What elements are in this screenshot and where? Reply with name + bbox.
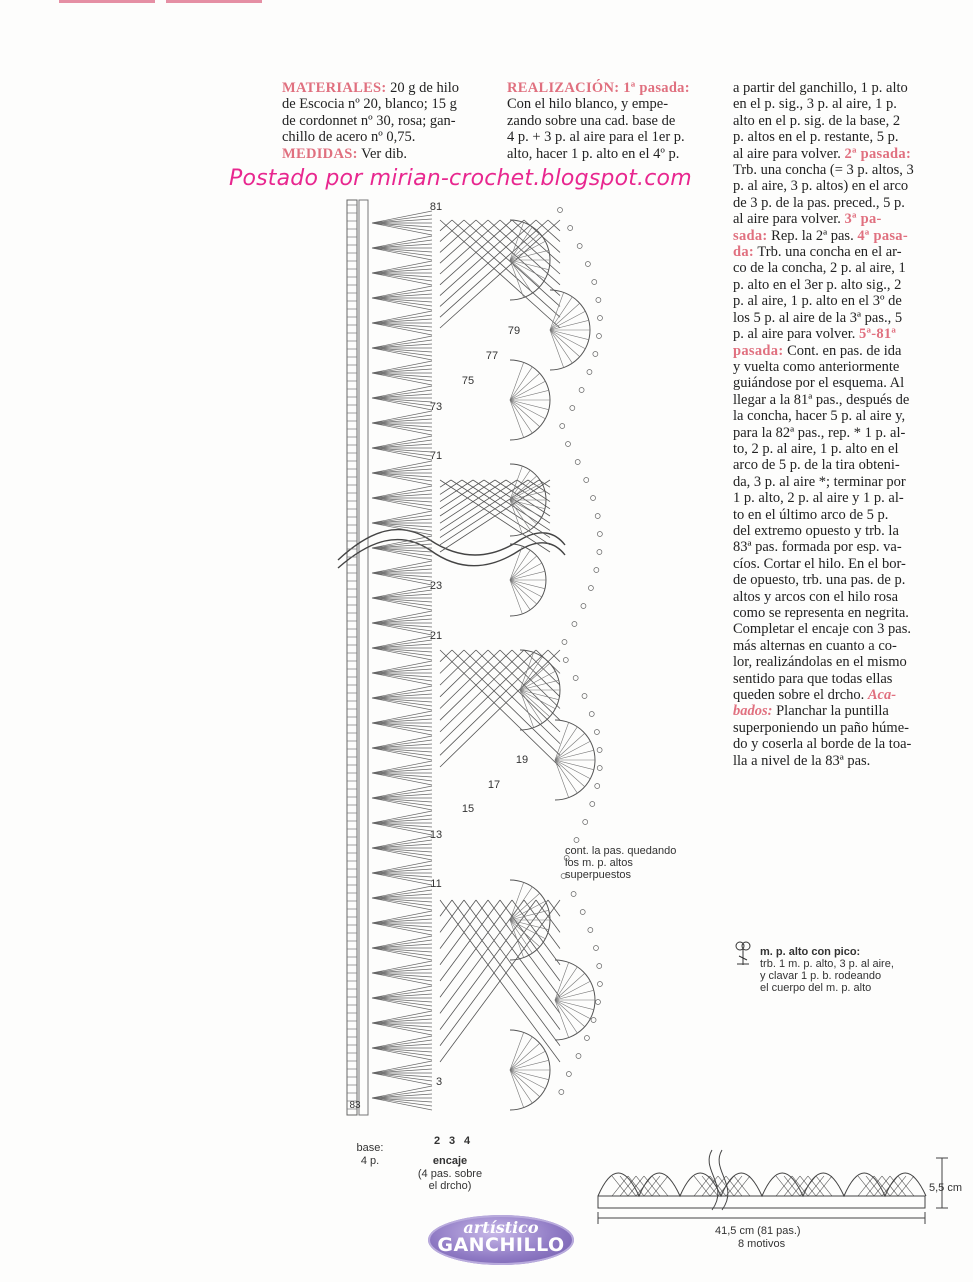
picot [595,514,600,519]
row-number-79: 79 [507,325,521,337]
shell-stitch [372,290,432,298]
picot [589,712,594,717]
picot [597,316,602,321]
shell-stitch [372,665,432,673]
shell-stitch [372,573,432,581]
picot [577,244,582,249]
picot [596,334,601,339]
shell-stitch [372,248,432,256]
shell-stitch [372,915,432,923]
base-chain-column-inner [359,200,368,1115]
shell-stitch [372,615,432,623]
shell-stitch [372,998,432,1006]
picot [588,928,593,933]
row-number-73: 73 [429,401,443,413]
shell-stitch [372,1073,432,1081]
shell-stitch [372,890,432,898]
shell-stitch [372,340,432,348]
shell-stitch [372,715,432,723]
shell-stitch [372,498,432,506]
shell-stitch [372,898,432,906]
picot [579,388,584,393]
picot [565,442,570,447]
shell-stitch [372,348,432,356]
shell-stitch [372,1023,432,1031]
picot [574,838,579,843]
picot [590,802,595,807]
row-number-23: 23 [429,580,443,592]
picot [591,1018,596,1023]
shell-stitch [372,223,432,231]
picot [597,766,602,771]
picot [584,478,589,483]
picot [562,640,567,645]
picot [587,370,592,375]
fan-stitch [510,260,524,298]
row-number-19: 19 [515,754,529,766]
shell-stitch [372,1090,432,1098]
shell-stitch [372,440,432,448]
shell-stitch [372,765,432,773]
picot [563,658,568,663]
artistico-ganchillo-logo: artístico GANCHILLO [428,1215,574,1265]
base-chain-column [347,200,357,1115]
width-label: 41,5 cm (81 pas.) [715,1225,801,1237]
fan-stitch [510,400,524,438]
shell-stitch [372,690,432,698]
materiales-line: MATERIALES: 20 g de hilo [282,80,460,96]
shell-stitch [372,1015,432,1023]
row-number-83: 83 [349,1100,361,1111]
picot [576,1054,581,1059]
shell-stitch [372,390,432,398]
shell-stitch [372,265,432,273]
picot [568,226,573,231]
fan-stitch [510,500,522,534]
picot [592,280,597,285]
fan-stitch [555,760,569,798]
row-number-71: 71 [429,450,443,462]
shell-stitch [372,473,432,481]
fan-stitch [510,362,524,400]
shell-stitch [372,273,432,281]
acabados-heading: Aca- [867,687,897,704]
shell-stitch [372,423,432,431]
shell-stitch [372,1048,432,1056]
height-label: 5,5 cm [929,1182,963,1194]
shell-stitch [372,315,432,323]
materiales-heading: MATERIALES: [282,80,387,96]
picot [566,1072,571,1077]
shell-stitch [372,415,432,423]
realizacion-heading: REALIZACIÓN: 1ª pasada: [507,80,690,96]
row-number-75: 75 [461,375,475,387]
picot [597,532,602,537]
fan-stitch [520,690,534,728]
shell-stitch [372,965,432,973]
materials-column: MATERIALES: 20 g de hilo de Escocia nº 20, blanco; 15 g de cordonnet nº 30, rosa; gan- chillo de acero nº 0,75. MEDIDAS: Ver dib. [282,80,490,162]
blog-watermark: Postado por mirian-crochet.blogspot.com [229,166,692,191]
fan-stitch [550,292,564,330]
picot [597,964,602,969]
shell-stitch [372,365,432,373]
shell-stitch [372,740,432,748]
picot [588,586,593,591]
shell-stitch [372,373,432,381]
shell-stitch [372,298,432,306]
side-note: cont. la pas. quedando los m. p. altos superpuestos [565,845,677,881]
row-number-3: 3 [435,1076,443,1088]
shell-stitch [372,540,432,548]
shell-stitch [372,940,432,948]
picot [570,406,575,411]
fan-stitch [510,1032,524,1070]
picot [560,424,565,429]
legend: m. p. alto con pico: trb. 1 m. p. alto, 3 p. al aire, y clavar 1 p. b. rodeando el cuerpo del m. p. alto [760,946,894,994]
shell-stitch [372,723,432,731]
fan-stitch [510,580,522,614]
picot [593,946,598,951]
picot [584,1036,589,1041]
pasada-2-heading: 2ª pasada: [844,145,912,162]
fan-stitch [555,962,569,1000]
picot [596,298,601,303]
picot [573,676,578,681]
row-number-17: 17 [487,779,501,791]
encaje-label: encaje (4 pas. sobre el drcho) [417,1155,483,1192]
shell-stitch [372,1065,432,1073]
picot [582,694,587,699]
picot [594,568,599,573]
picot [597,982,602,987]
picot [594,730,599,735]
shell-stitch [372,648,432,656]
picot [593,352,598,357]
pasada-3-heading: 3ª pa- [844,211,882,228]
picot [571,892,576,897]
picot [558,208,563,213]
row-number-15: 15 [461,803,475,815]
shell-stitch [372,790,432,798]
realizacion-column: REALIZACIÓN: 1ª pasada: Con el hilo blanco, y empe- zando sobre una cad. base de 4 p. + 3 p. al aire para el 1er p. alto, hacer 1 p. alto en el 4º p. [507,80,715,162]
medidas-heading: MEDIDAS: [282,145,358,162]
shell-stitch [372,1040,432,1048]
picot [595,784,600,789]
shell-stitch [372,398,432,406]
shell-stitch [372,990,432,998]
shell-stitch [372,973,432,981]
shell-stitch [372,323,432,331]
row-number-11: 11 [430,878,442,890]
fan-stitch [550,330,564,368]
picot [572,622,577,627]
shell-stitch [372,840,432,848]
shell-stitch [372,490,432,498]
shell-stitch [372,623,432,631]
shell-stitch [372,748,432,756]
treble-picot-symbol-icon [733,940,753,966]
shell-stitch [372,448,432,456]
shell-stitch [372,873,432,881]
shell-stitch [372,548,432,556]
picot [597,748,602,753]
picot [583,820,588,825]
shell-stitch [372,865,432,873]
row-number-77: 77 [485,350,499,362]
shell-stitch [372,948,432,956]
fan-stitch [555,1000,569,1038]
picot [575,460,580,465]
bottom-num-2: 2 [433,1135,441,1147]
medidas-line: MEDIDAS: Ver dib. [282,145,407,162]
base-label: base: 4 p. [356,1142,384,1167]
shell-stitch [372,673,432,681]
shell-stitch [372,815,432,823]
fan-stitch [510,1070,524,1108]
shell-stitch [372,215,432,223]
motifs-label: 8 motivos [738,1238,786,1250]
shell-stitch [372,848,432,856]
shell-stitch [372,773,432,781]
row-number-21: 21 [429,630,443,642]
bottom-num-4: 4 [463,1135,471,1147]
picot [597,550,602,555]
instructions-column: a partir del ganchillo, 1 p. alto en el p. sig., 3 p. al aire, 1 p. alto en el p. sig. de la base, 2 p. altos en el p. restante, 5 p. al aire para volver. 2ª pasada: Trb. una concha (= 3 p. altos, 3 p. al aire, 3 p. altos) en el arco de 3 p. de la pas. preced., 5 p. al aire para volver. 3ª pa- sada: Rep. la 2ª pas. 4ª pasa- da: Trb. una concha en el ar- co de la concha, 2 p. al aire, 1 p. alto en el 3er p. alto sig., 2 p. al aire, 1 p. alto en el 3º de los 5 p. al aire de la 3ª pas., 5 p. al aire para volver. 5ª-81ª pasada: Cont. en pas. de ida y vuelta como anteriormente guiándose por el esquema. Al llegar a la 81ª pas., después de la concha, hacer 5 p. al aire y, para la 82ª pas., rep. * 1 p. al- to, 2 p. al aire, 1 p. alto en el arco de 5 p. de la tira obteni- da, 3 p. al aire *; terminar por 1 p. alto, 2 p. al aire y 1 p. al- to en el último arco de 5 p. del extremo opuesto y trb. la 83ª pas. formada por esp. va- cíos. Cortar el hilo. En el bor- de opuesto, trb. una pas. de p. altos y arcos con el hilo rosa como se representa en negrita. Completar el encaje con 3 pas. más alternas en cuanto a co- lor, realizándolas en el mismo sentido para que todas ellas queden sobre el drcho. Aca- bados: Planchar la puntilla superponiendo un paño húme- do y coserla al borde de la toa- lla a nivel de la 83ª pas. [733,80,914,769]
fan-stitch [510,546,522,580]
shell-stitch [372,598,432,606]
shell-stitch [372,240,432,248]
picot [581,604,586,609]
shell-stitch [372,923,432,931]
shell-stitch [372,798,432,806]
shell-stitch [372,640,432,648]
shell-stitch [372,1098,432,1106]
row-number-13: 13 [429,829,443,841]
shell-stitch [372,515,432,523]
row-number-81: 81 [429,201,443,213]
shell-stitch [372,823,432,831]
bottom-num-3: 3 [448,1135,456,1147]
shell-stitch [372,565,432,573]
picot [595,1000,600,1005]
pasada-4-heading: 4ª pasa- [857,227,908,244]
picot [580,910,585,915]
shell-stitch [372,590,432,598]
picot [591,496,596,501]
fan-stitch [510,882,524,920]
picot [559,1090,564,1095]
picot [585,262,590,267]
shell-stitch [372,698,432,706]
shell-stitch [372,465,432,473]
pasada-5-81-heading: 5ª-81ª [859,326,897,343]
